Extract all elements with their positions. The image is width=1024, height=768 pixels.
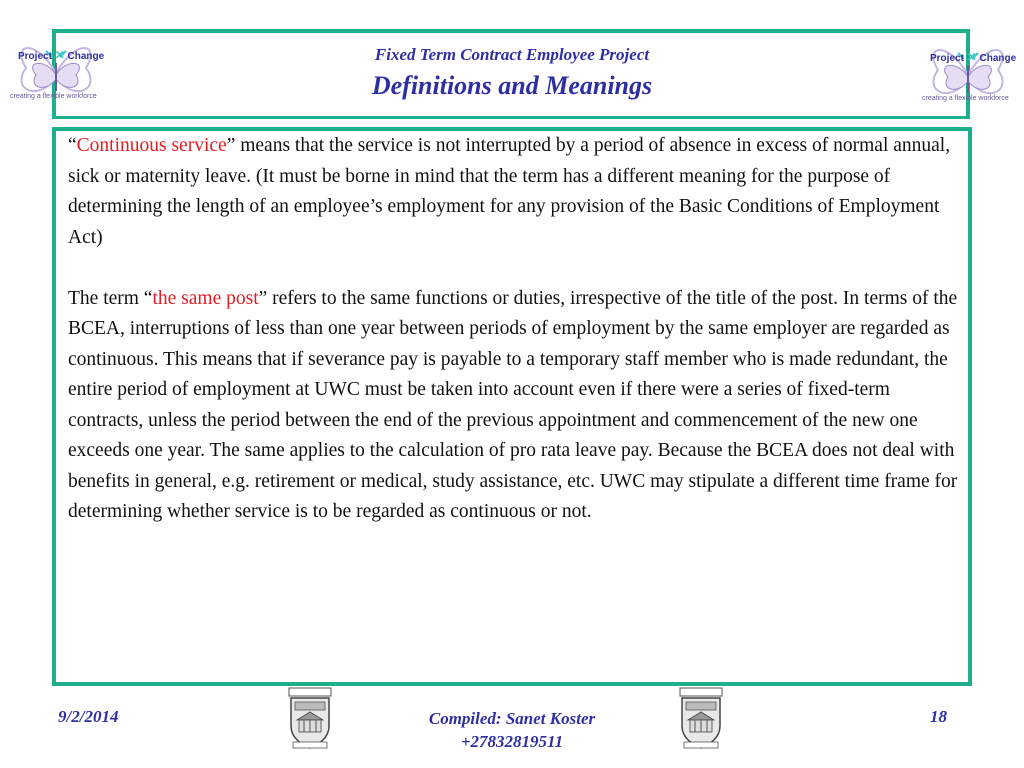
footer-compiled: Compiled: Sanet Koster	[428, 709, 596, 728]
logo-text-change: Change	[979, 53, 1017, 64]
slide-subtitle: Fixed Term Contract Employee Project	[374, 45, 650, 64]
footer-date: 9/2/2014	[58, 707, 119, 726]
logo-text-project: Project	[930, 53, 964, 64]
term-same-post: the same post	[152, 287, 259, 309]
butterfly-icon	[918, 35, 1018, 115]
footer-credit	[380, 707, 644, 753]
project-change-logo-right: Project ✕ Change creating a flexible workforce	[918, 35, 1018, 115]
definition-continuous-service	[68, 131, 968, 253]
open-quote: “	[68, 135, 77, 156]
butterfly-icon	[6, 33, 106, 113]
header-divider	[52, 116, 970, 119]
page-number: 18	[930, 707, 947, 726]
uwc-crest-icon	[678, 686, 724, 752]
footer-phone: +27832819511	[460, 732, 564, 751]
uwc-crest-icon	[287, 686, 333, 752]
logo-text-change: Change	[67, 51, 105, 62]
term-continuous-service: Continuous service	[76, 135, 227, 156]
logo-text-project: Project	[18, 51, 52, 62]
slide-title: Definitions and Meanings	[371, 71, 653, 100]
definition-text: ” means that the service is not interrupted by a period of absence in excess of normal annual, sick or maternity leave. (It must be borne in mind that the term has a different meaning for the purpose of determining the length of an employee’s employment for any provision of the Basic Conditions of Employment Act)	[68, 135, 951, 248]
content-body	[68, 131, 968, 528]
definition-lead: The term “	[68, 287, 153, 309]
logo-tagline: creating a flexible workforce	[10, 93, 97, 100]
definition-text: ” refers to the same functions or duties, irrespective of the title of the post. In terms of the BCEA, interruptions of less than one year between periods of employment by the same employer are regarded as continuous. This means that if severance pay is payable to a temporary staff member who is made redundant, the entire period of employment at UWC must be taken into account even if there were a series of fixed-term contracts, unless the period between the end of the previous appointment and commencement of the new one exceeds one year. The same applies to the calculation of pro rata leave pay. Because the BCEA does not deal with benefits in general, e.g. retirement or medical, study assistance, etc. UWC may stipulate a different time frame for determining whether service is to be regarded as continuous or not.	[68, 287, 958, 522]
definition-same-post	[68, 284, 968, 528]
project-change-logo-left: Project ✕ Change creating a flexible workforce	[6, 33, 106, 113]
logo-tagline: creating a flexible workforce	[922, 95, 1009, 102]
